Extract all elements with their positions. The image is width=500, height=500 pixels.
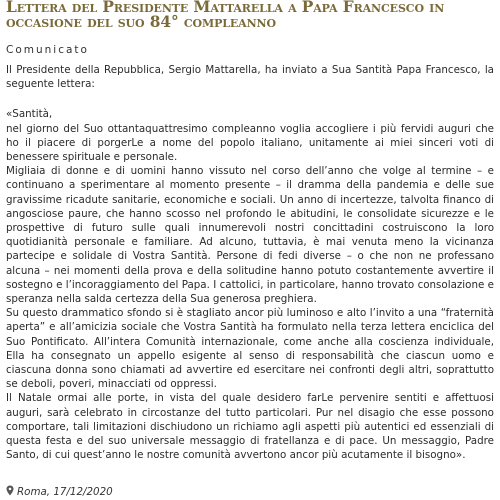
letter-paragraph-1: nel giorno del Suo ottantaquattresimo compleanno voglia accogliere i più fervidi auguri che ho il piacere di porgerLe a nome del popolo italiano, unitamente ai miei sinceri voti di benessere spirituale e personale. (6, 122, 494, 164)
page-title: Lettera del Presidente Mattarella a Papa Francesco in occasione del suo 84° compleanno (6, 0, 445, 31)
letter-paragraph-4: Il Natale ormai alle porte, in vista del quale desidero farLe pervenire sentiti e affettuosi auguri, sarà celebrato in circostanze del tutto particolari. Pur nel disagio che esse possono comportare, tali limitazioni dischiudono un richiamo agli aspetti più autentici ed essenziali di questa festa e del suo universale messaggio di fratellanza e di pace. Un messaggio, Padre Santo, di cui quest’anno le nostre comunità avvertono ancor più acutamente il bisogno». (6, 392, 494, 462)
letter-salutation: «Santità, (6, 108, 53, 121)
article-body (6, 63, 494, 462)
section-label: Comunicato (6, 44, 89, 56)
intro-paragraph: Il Presidente della Repubblica, Sergio Mattarella, ha inviato a Sua Santità Papa Francesco, la seguente lettera: (6, 64, 494, 91)
letter-paragraph-2: Migliaia di donne e di uomini hanno vissuto nel corso dell’anno che volge al termine – e continuano a sperimentare al momento presente – il dramma della pandemia e delle sue gravissime ricadute sanitarie, economiche e sociali. Un anno di incertezze, talvolta financo di angosciose paure, che hanno scosso nel profondo le abitudini, le consolidate sicurezze e le prospettive di futuro sulle quali innumerevoli nostri concittadini costruiscono la loro quotidianità personale e familiare. Ad alcuno, tuttavia, è mai venuta meno la vicinanza partecipe e solidale di Vostra Santità. Persone di fedi diverse – o che non ne professano alcuna – nei momenti della prova e della solitudine hanno potuto costantemente avvertire il sostegno e l’incoraggiamento del Papa. I cattolici, in particolare, hanno trovato consolazione e speranza nella salda certezza della Sua generosa preghiera. (6, 165, 494, 306)
place-date (6, 485, 113, 499)
place-date-text: Roma, 17/12/2020 (17, 486, 113, 498)
letter-paragraph-3: Su questo drammatico sfondo si è stagliato ancor più luminoso e alto l’invito a una “fraternità aperta” e all’amicizia sociale che Vostra Santità ha formulato nella terza lettera enciclica del Suo Pontificato. All’intera Comunità internazionale, come anche alla coscienza individuale, Ella ha consegnato un appello esigente al senso di responsabilità che ciascun uomo e ciascuna donna sono chiamati ad avvertire ed esercitare nei confronti degli altri, soprattutto se deboli, poveri, minacciati od oppressi. (6, 307, 494, 391)
location-pin-icon (6, 485, 14, 499)
